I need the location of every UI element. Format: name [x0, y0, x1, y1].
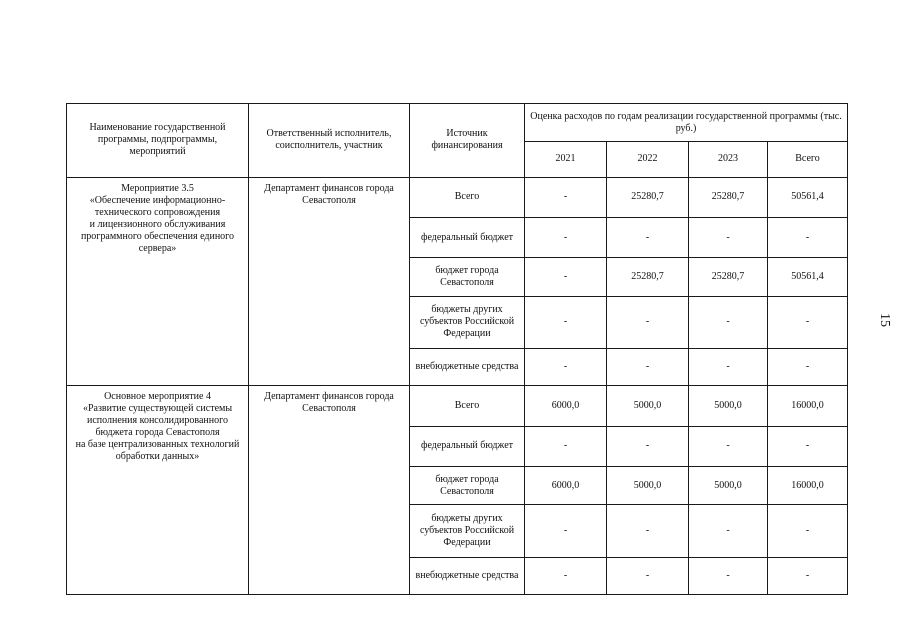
- amount-cell: -: [607, 426, 689, 466]
- amount-cell: -: [768, 348, 848, 385]
- table-row: [67, 177, 848, 217]
- amount-cell: -: [689, 505, 768, 557]
- activity-executor: Департамент финансов города Севастополя: [249, 386, 410, 595]
- amount-cell: 6000,0: [525, 466, 607, 504]
- amount-cell: -: [768, 217, 848, 257]
- header-total: Всего: [768, 142, 848, 177]
- amount-cell: 5000,0: [689, 466, 768, 504]
- budget-table: [66, 103, 848, 595]
- amount-cell: 25280,7: [607, 258, 689, 296]
- amount-cell: -: [525, 426, 607, 466]
- amount-cell: -: [525, 258, 607, 296]
- funding-source: федеральный бюджет: [410, 217, 525, 257]
- header-estimate: Оценка расходов по годам реализации государственной программы (тыс. руб.): [525, 104, 848, 142]
- amount-cell: 25280,7: [607, 177, 689, 217]
- amount-cell: -: [689, 217, 768, 257]
- amount-cell: -: [768, 505, 848, 557]
- funding-source: бюджеты других субъектов Российской Федерации: [410, 296, 525, 348]
- funding-source: бюджет города Севастополя: [410, 466, 525, 504]
- amount-cell: -: [768, 296, 848, 348]
- funding-source: федеральный бюджет: [410, 426, 525, 466]
- amount-cell: 6000,0: [525, 386, 607, 426]
- amount-cell: 50561,4: [768, 258, 848, 296]
- amount-cell: -: [525, 217, 607, 257]
- amount-cell: 5000,0: [607, 466, 689, 504]
- amount-cell: -: [768, 557, 848, 594]
- funding-source: бюджет города Севастополя: [410, 258, 525, 296]
- amount-cell: 5000,0: [689, 386, 768, 426]
- amount-cell: -: [525, 505, 607, 557]
- amount-cell: 25280,7: [689, 177, 768, 217]
- activity-title: Основное мероприятие 4 «Развитие существующей системы исполнения консолидированного бюджета города Севастополя на базе централизованных технологий обработки данных»: [67, 386, 249, 595]
- amount-cell: 16000,0: [768, 466, 848, 504]
- amount-cell: 16000,0: [768, 386, 848, 426]
- amount-cell: -: [607, 296, 689, 348]
- activity-executor: Департамент финансов города Севастополя: [249, 177, 410, 386]
- table-row: [67, 386, 848, 426]
- funding-source: внебюджетные средства: [410, 348, 525, 385]
- funding-source: Всего: [410, 177, 525, 217]
- amount-cell: -: [525, 557, 607, 594]
- amount-cell: -: [689, 296, 768, 348]
- amount-cell: -: [607, 505, 689, 557]
- amount-cell: -: [607, 348, 689, 385]
- header-source: Источник финансирования: [410, 104, 525, 178]
- amount-cell: -: [525, 177, 607, 217]
- header-name: Наименование государственной программы, подпрограммы, мероприятий: [67, 104, 249, 178]
- amount-cell: 5000,0: [607, 386, 689, 426]
- funding-source: Всего: [410, 386, 525, 426]
- amount-cell: -: [689, 426, 768, 466]
- amount-cell: 25280,7: [689, 258, 768, 296]
- funding-source: внебюджетные средства: [410, 557, 525, 594]
- header-year-2021: 2021: [525, 142, 607, 177]
- header-year-2023: 2023: [689, 142, 768, 177]
- amount-cell: -: [525, 296, 607, 348]
- header-executor: Ответственный исполнитель, соисполнитель, участник: [249, 104, 410, 178]
- amount-cell: 50561,4: [768, 177, 848, 217]
- activity-title: Мероприятие 3.5 «Обеспечение информационно-технического сопровождения и лицензионного обслуживания программного обеспечения единого сервера»: [67, 177, 249, 386]
- amount-cell: -: [689, 557, 768, 594]
- amount-cell: -: [768, 426, 848, 466]
- funding-source: бюджеты других субъектов Российской Федерации: [410, 505, 525, 557]
- amount-cell: -: [525, 348, 607, 385]
- amount-cell: -: [689, 348, 768, 385]
- amount-cell: -: [607, 217, 689, 257]
- page-number: 15: [877, 313, 892, 327]
- header-year-2022: 2022: [607, 142, 689, 177]
- amount-cell: -: [607, 557, 689, 594]
